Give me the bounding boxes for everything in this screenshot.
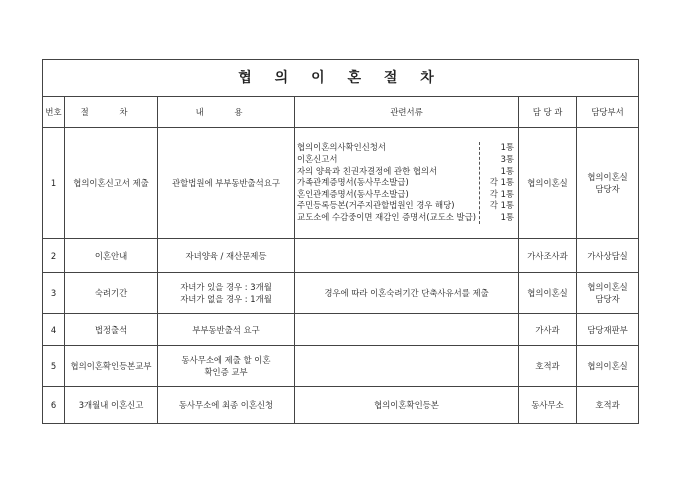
table-title: 협 의 이 혼 절 차 [43,60,639,97]
header-step: 절 차 [65,97,158,128]
row-no: 1 [43,128,65,239]
header-dept: 담 당 과 [519,97,577,128]
row-no: 3 [43,273,65,314]
row-dept: 협의이혼실 [519,273,577,314]
doc-name: 교도소에 수감중이면 재감인 증명서(교도소 발급) [297,211,476,222]
row-content: 동사무소에 최종 이혼신청 [158,387,295,424]
row-content: 관할법원에 부부동반출석요구 [158,128,295,239]
row-content: 자녀양육 / 재산문제등 [158,239,295,273]
doc-name: 협의이혼의사확인신청서 [297,142,386,153]
table-row [43,239,639,273]
row-dept: 협의이혼실 [519,128,577,239]
row-no: 2 [43,239,65,273]
row-unit: 협의이혼실 [577,346,639,387]
doc-count: 1통 [500,165,514,176]
row-unit: 호적과 [577,387,639,424]
title-row [43,60,639,97]
doc-count: 각 1통 [489,188,514,199]
row-step: 법정출석 [65,314,158,346]
table-row [43,387,639,424]
row-step: 협의이혼확인등본교부 [65,346,158,387]
doc-count: 1통 [500,211,514,222]
header-unit: 담당부서 [577,97,639,128]
doc-name: 주민등록등본(거주지관할법원인 경우 해당) [297,200,455,211]
row-unit: 가사상담실 [577,239,639,273]
table-row [43,346,639,387]
row-step: 협의이혼신고서 제출 [65,128,158,239]
row-dept: 가사조사과 [519,239,577,273]
row-unit: 협의이혼실 담당자 [577,128,639,239]
doc-count: 1통 [500,142,514,153]
doc-count: 3통 [500,154,514,165]
row-docs [295,128,519,239]
doc-name: 혼인관계증명서(동사무소발급) [297,188,409,199]
row-content: 동사무소에 제출 할 이혼 확인증 교부 [158,346,295,387]
table-row [43,273,639,314]
doc-name: 자의 양육과 친권자결정에 관한 협의서 [297,165,438,176]
header-row [43,97,639,128]
row-unit: 담당재판부 [577,314,639,346]
row-content: 자녀가 있을 경우 : 3개월 자녀가 없을 경우 : 1개월 [158,273,295,314]
row-no: 4 [43,314,65,346]
row-dept: 동사무소 [519,387,577,424]
row-dept: 가사과 [519,314,577,346]
row-no: 5 [43,346,65,387]
row-step: 이혼안내 [65,239,158,273]
row-step: 3개월내 이혼신고 [65,387,158,424]
header-no: 번호 [43,97,65,128]
table-row [43,128,639,239]
row-docs [295,346,519,387]
row-no: 6 [43,387,65,424]
row-docs: 협의이혼확인등본 [295,387,519,424]
divorce-procedure-table [42,59,639,424]
row-docs: 경우에 따라 이혼숙려기간 단축사유서를 제출 [295,273,519,314]
doc-name: 가족관계증명서(동사무소발급) [297,177,409,188]
header-content: 내 용 [158,97,295,128]
row-dept: 호적과 [519,346,577,387]
doc-count: 각 1통 [489,200,514,211]
doc-name: 이혼신고서 [297,154,338,165]
table-row [43,314,639,346]
row-unit: 협의이혼실 담당자 [577,273,639,314]
row-docs [295,239,519,273]
row-docs [295,314,519,346]
row-step: 숙려기간 [65,273,158,314]
row-content: 부부동반출석 요구 [158,314,295,346]
header-docs: 관련서류 [295,97,519,128]
doc-count: 각 1통 [489,177,514,188]
